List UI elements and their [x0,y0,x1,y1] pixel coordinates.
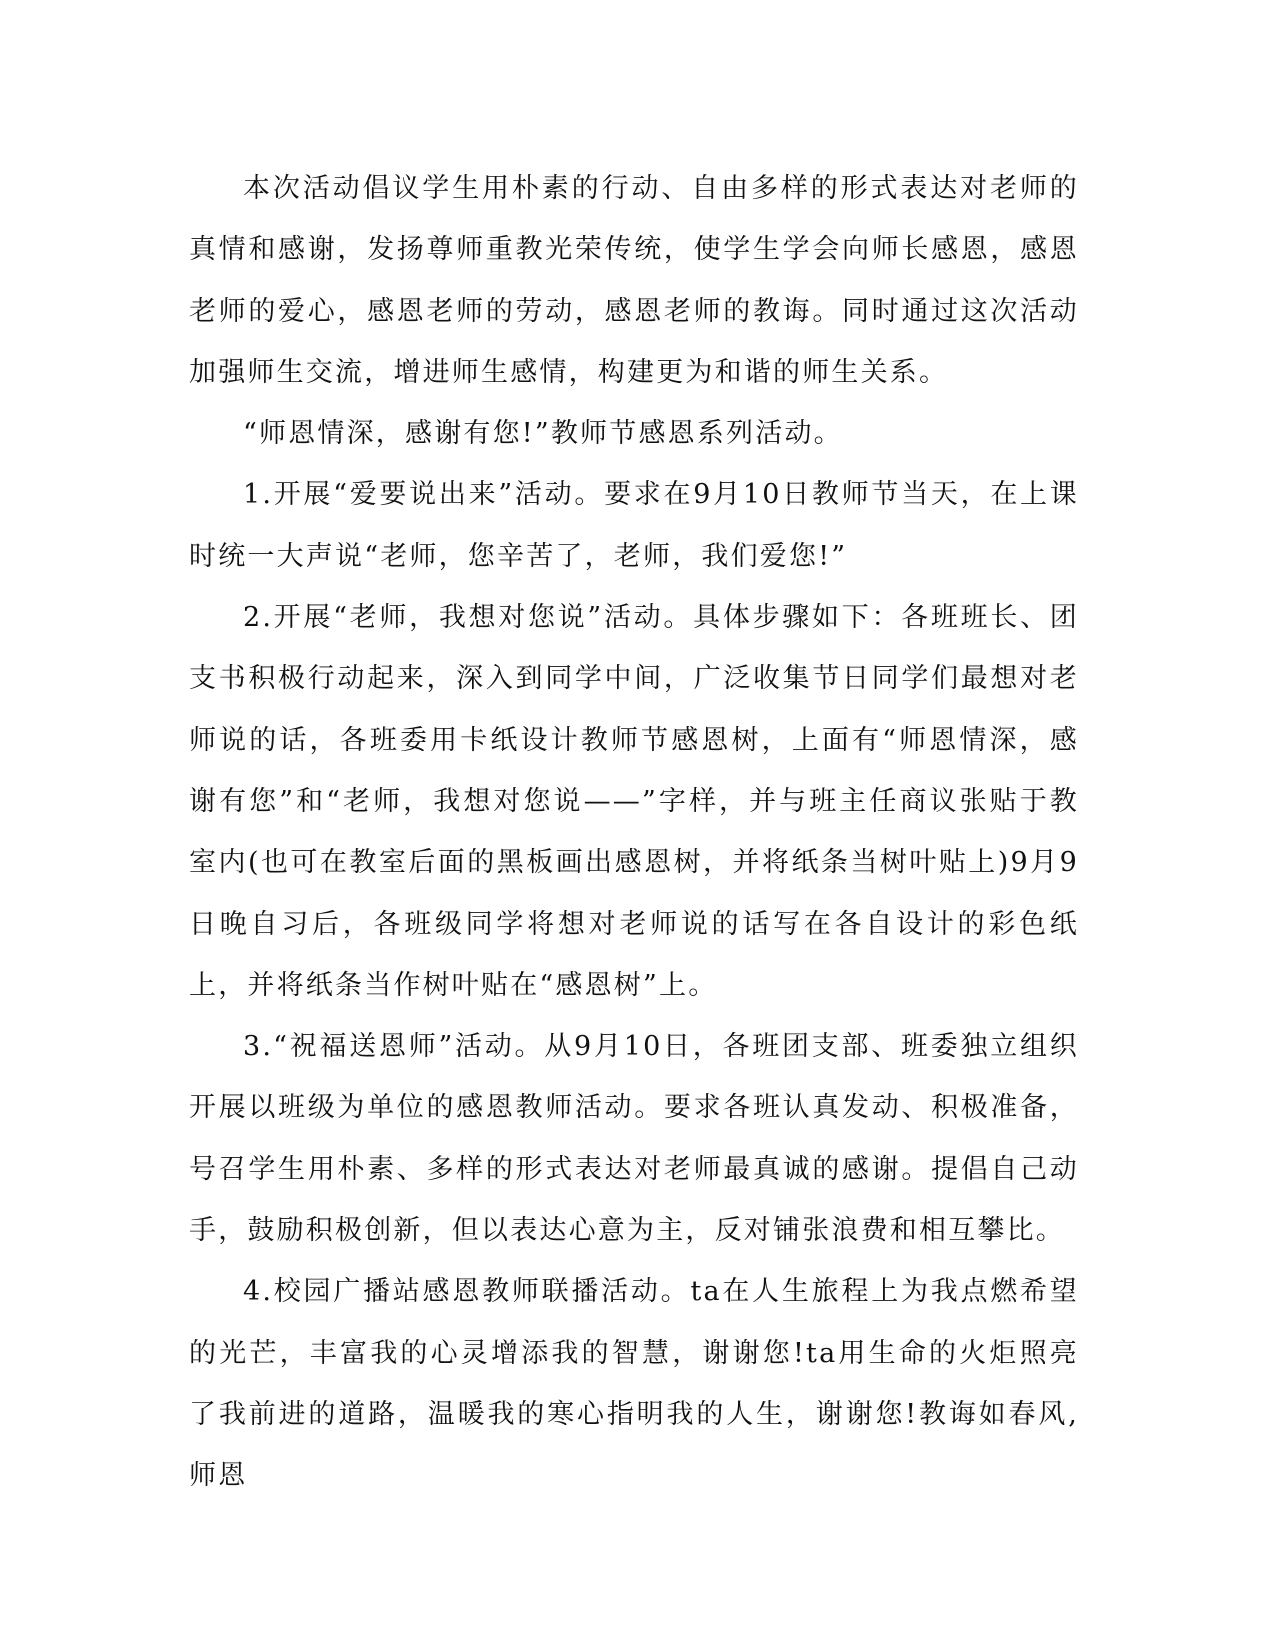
paragraph-item-1: 1.开展“爱要说出来”活动。要求在9月10日教师节当天，在上课时统一大声说“老师，您辛苦了，老师，我们爱您!” [189,479,1079,572]
paragraph-item-2: 2.开展“老师，我想对您说”活动。具体步骤如下：各班班长、团支书积极行动起来，深入到同学中间，广泛收集节日同学们最想对老师说的话，各班委用卡纸设计教师节感恩树，上面有“师恩情深，感谢有您”和“老师，我想对您说——”字样，并与班主任商议张贴于教室内(也可在教室后面的黑板画出感恩树，并将纸条当树叶贴上)9月9日晚自习后，各班级同学将想对老师说的话写在各自设计的彩色纸上，并将纸条当作树叶贴在“感恩树”上。 [189,602,1079,1001]
document-body [189,158,1079,1507]
paragraph-intro: 本次活动倡议学生用朴素的行动、自由多样的形式表达对老师的真情和感谢，发扬尊师重教光荣传统，使学生学会向师长感恩，感恩老师的爱心，感恩老师的劳动，感恩老师的教诲。同时通过这次活动加强师生交流，增进师生感情，构建更为和谐的师生关系。 [189,173,1079,388]
paragraph-theme: “师恩情深，感谢有您!”教师节感恩系列活动。 [243,418,843,450]
paragraph-item-4: 4.校园广播站感恩教师联播活动。ta在人生旅程上为我点燃希望的光芒，丰富我的心灵增添我的智慧，谢谢您!ta用生命的火炬照亮了我前进的道路，温暖我的寒心指明我的人生，谢谢您!教诲如春风,师恩 [189,1276,1079,1492]
paragraph-item-3: 3.“祝福送恩师”活动。从9月10日，各班团支部、班委独立组织开展以班级为单位的感恩教师活动。要求各班认真发动、积极准备，号召学生用朴素、多样的形式表达对老师最真诚的感谢。提倡自己动手，鼓励积极创新，但以表达心意为主，反对铺张浪费和相互攀比。 [189,1031,1079,1247]
